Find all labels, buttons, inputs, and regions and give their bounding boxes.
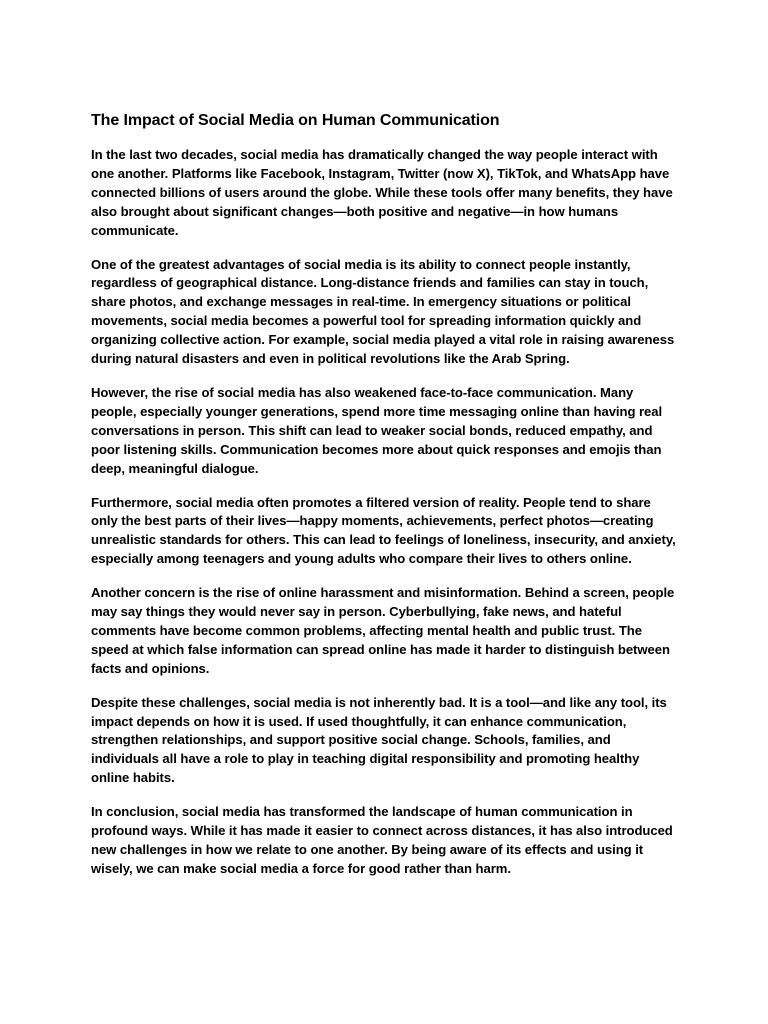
document-body bbox=[91, 110, 681, 894]
paragraph-harassment: Another concern is the rise of online harassment and misinformation. Behind a screen, people may say things they would never say in person. Cyberbullying, fake news, and hateful comments have become common problems, affecting mental health and public trust. The speed at which false information can spread online has made it harder to distinguish between facts and opinions. bbox=[91, 585, 675, 676]
paragraph-filtered-reality: Furthermore, social media often promotes a filtered version of reality. People tend to share only the best parts of their lives—happy moments, achievements, perfect photos—creating unrealistic standards for others. This can lead to feelings of loneliness, insecurity, and anxiety, especially among teenagers and young adults who compare their lives to others online. bbox=[91, 494, 676, 567]
paragraph-not-inherently-bad: Despite these challenges, social media is not inherently bad. It is a tool—and like any tool, its impact depends on how it is used. If used thoughtfully, it can enhance communication, strengthen relationships, and support positive social change. Schools, families, and individuals all have a role to play in teaching digital responsibility and promoting healthy online habits. bbox=[91, 694, 667, 786]
paragraph-face-to-face: However, the rise of social media has also weakened face-to-face communication. Many people, especially younger generations, spend more time messaging online than having real conversations in person. This shift can lead to weaker social bonds, reduced empathy, and poor listening skills. Communication becomes more about quick responses and emojis than deep, meaningful dialogue. bbox=[91, 384, 663, 476]
paragraph-advantages: One of the greatest advantages of social media is its ability to connect people instantly, regardless of geographical distance. Long-distance friends and families can stay in touch, share photos, and exchange messages in real-time. In emergency situations or political movements, social media becomes a powerful tool for spreading information quickly and organizing collective action. For example, social media played a vital role in raising awareness during natural disasters and even in political revolutions like the Arab Spring. bbox=[91, 256, 675, 367]
paragraph-conclusion: In conclusion, social media has transformed the landscape of human communication in profound ways. While it has made it easier to connect across distances, it has also introduced new challenges in how we relate to one another. By being aware of its effects and using it wisely, we can make social media a force for good rather than harm. bbox=[91, 804, 673, 876]
document-title: The Impact of Social Media on Human Communication bbox=[91, 112, 500, 129]
paragraph-intro: In the last two decades, social media has dramatically changed the way people interact with one another. Platforms like Facebook, Instagram, Twitter (now X), TikTok, and WhatsApp have connected billions of users around the globe. While these tools offer many benefits, they have also brought about significant changes—both positive and negative—in how humans communicate. bbox=[91, 147, 673, 238]
